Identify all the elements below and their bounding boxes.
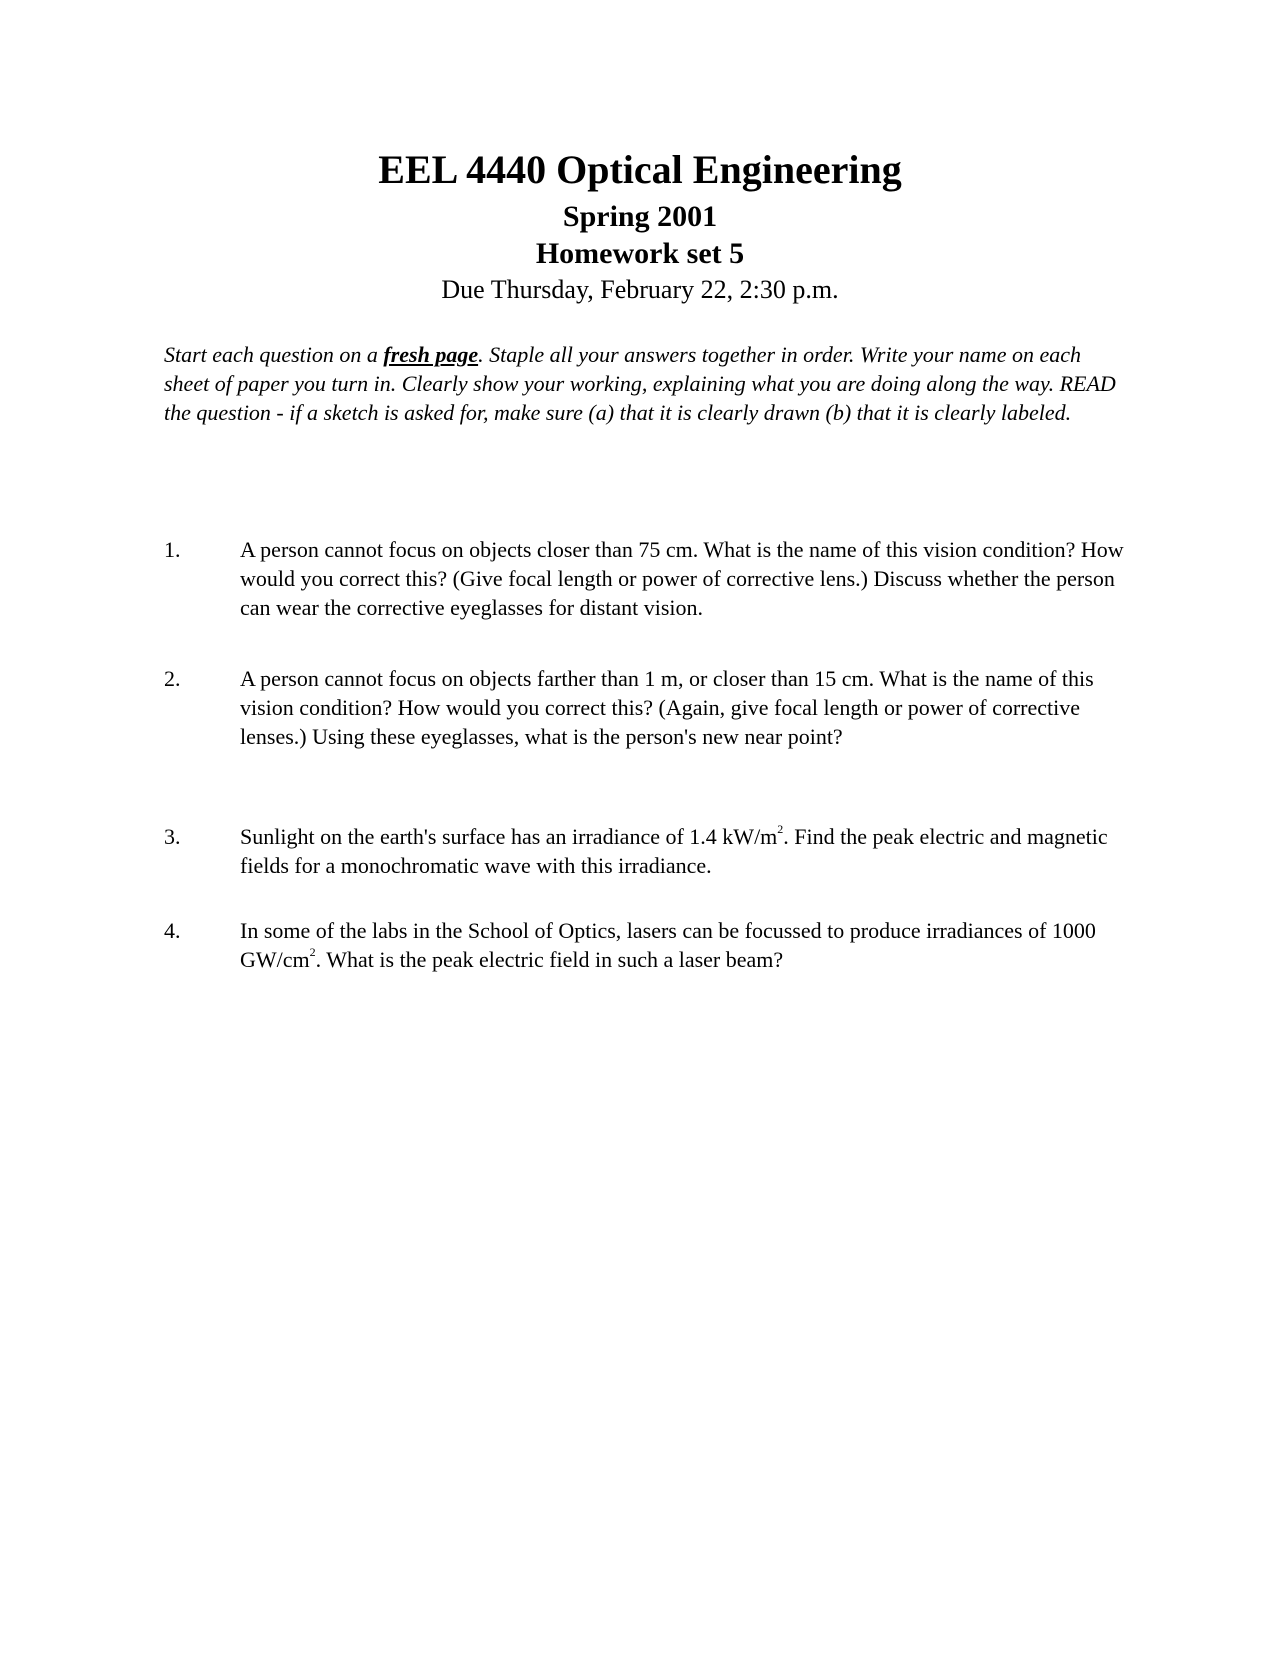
question-text: A person cannot focus on objects farther than 1 m, or closer than 15 cm. What is the name of this vision condition? How would you correct this? (Again, give focal length or power of corrective lenses.) Using these eyeglasses, what is the person's new near point?	[240, 666, 1094, 749]
document-title: EEL 4440 Optical Engineering	[378, 147, 902, 192]
question-text	[240, 822, 1124, 880]
instructions-rest: . Staple all your answers together in order. Write your name on each sheet of paper you turn in. Clearly show your working, explaining what you are doing along the way. READ the question - if a sketch is asked for, make sure (a) that it is clearly drawn (b) that it is clearly labeled.	[164, 342, 1116, 425]
superscript: 2	[777, 821, 784, 836]
question-text-part: In some of the labs in the School of Optics, lasers can be focussed to produce irradiances of 1000 GW/cm	[240, 918, 1096, 972]
question-text-part: . What is the peak electric field in such a laser beam?	[315, 947, 784, 972]
question-number: 2.	[164, 666, 181, 691]
course-term: Spring 2001	[562, 200, 718, 233]
instructions-lead: Start each question on a	[164, 342, 384, 367]
question-number: 3.	[164, 824, 181, 849]
question-text	[240, 916, 1124, 974]
question-number: 1.	[164, 537, 181, 562]
question-text-part: Sunlight on the earth's surface has an irradiance of 1.4 kW/m	[240, 824, 778, 849]
question-text-part: . Find the peak electric and magnetic fields for a monochromatic wave with this irradiance.	[240, 824, 1108, 878]
due-date: Due Thursday, February 22, 2:30 p.m.	[441, 275, 839, 304]
question-text: A person cannot focus on objects closer than 75 cm. What is the name of this vision condition? How would you correct this? (Give focal length or power of corrective lens.) Discuss whether the person can wear the corrective eyeglasses for distant vision.	[240, 537, 1124, 620]
question-item	[164, 535, 1124, 622]
instructions-emphasis: fresh page	[383, 342, 479, 367]
superscript: 2	[309, 944, 316, 959]
question-item	[164, 664, 1124, 751]
homework-set-heading: Homework set 5	[535, 237, 745, 270]
question-item	[164, 916, 1124, 974]
instructions-paragraph	[164, 340, 1124, 427]
question-item	[164, 822, 1124, 880]
question-number: 4.	[164, 918, 181, 943]
